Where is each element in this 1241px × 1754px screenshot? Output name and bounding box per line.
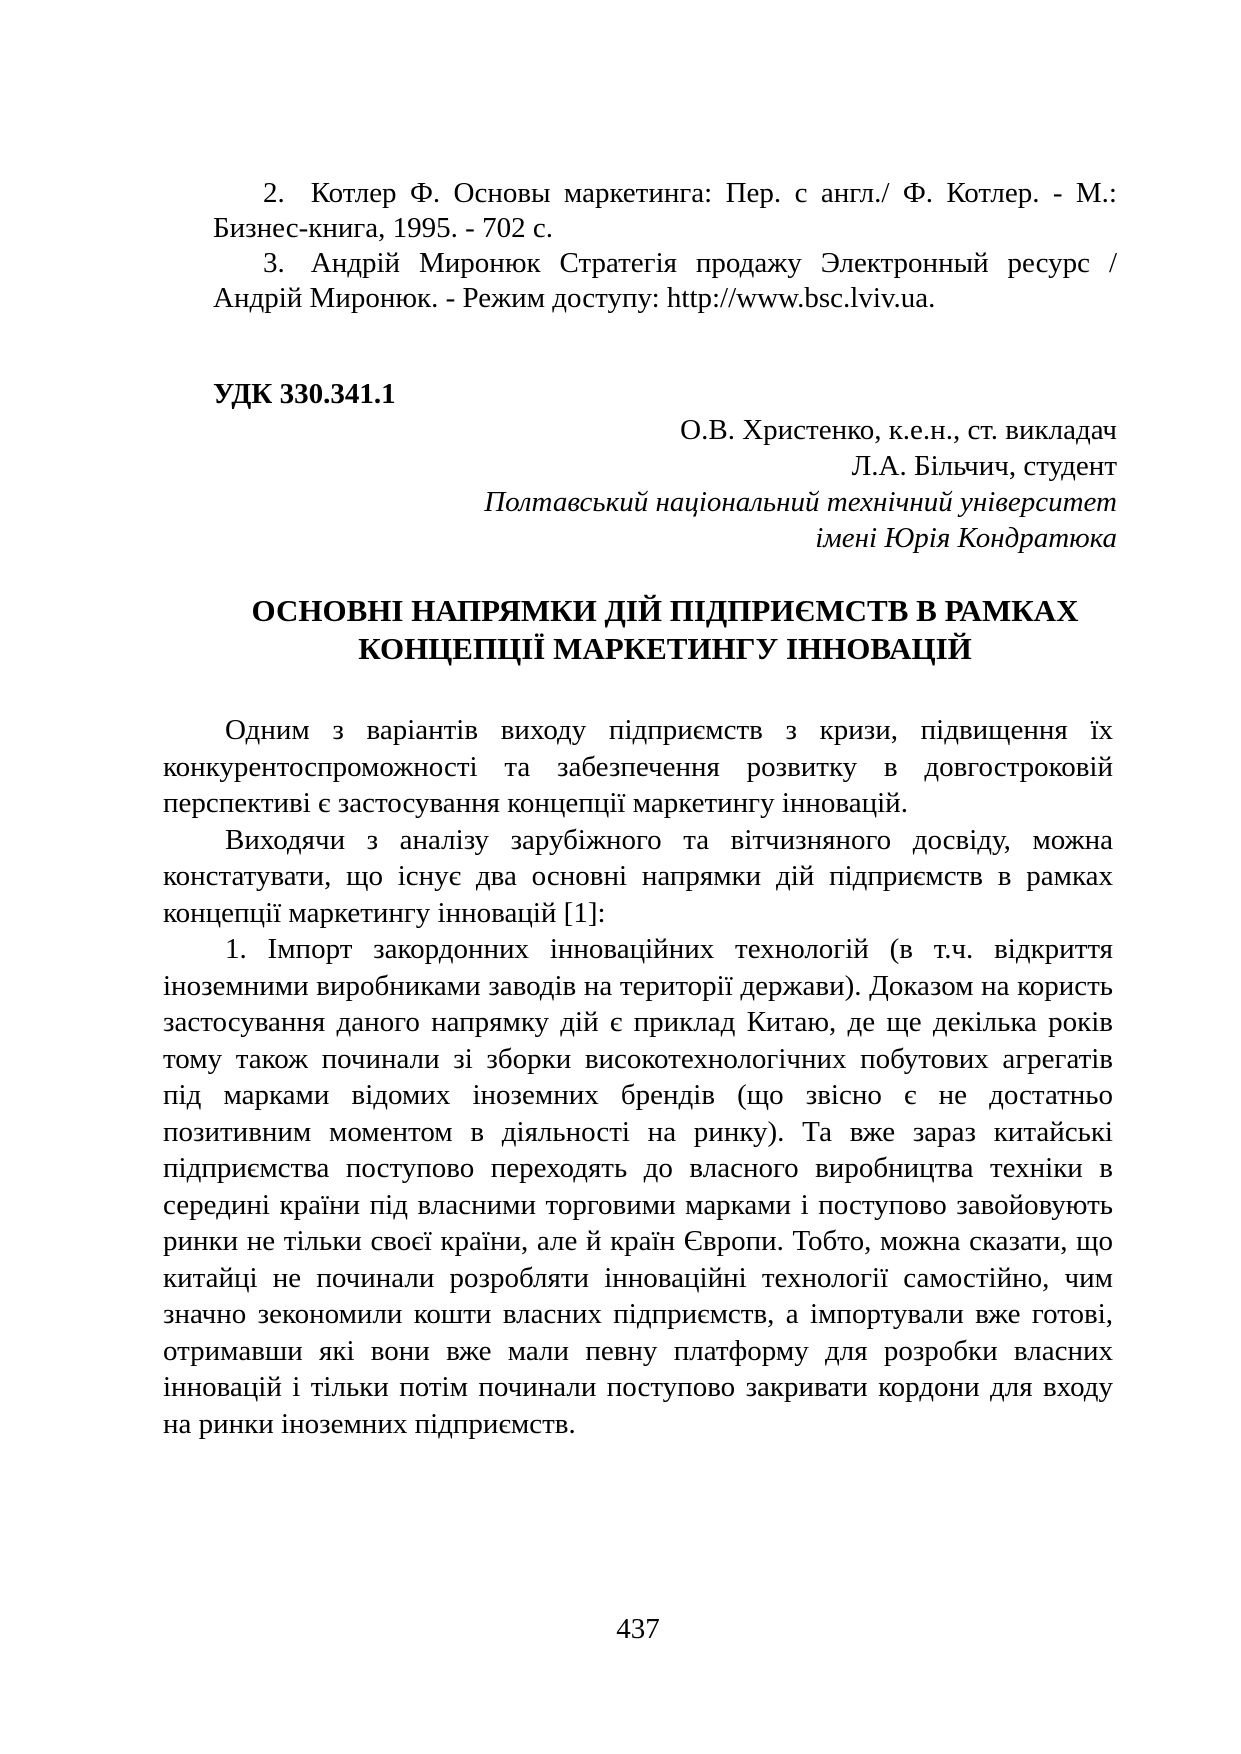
- body-paragraph: Виходячи з аналізу зарубіжного та вітчизняного досвіду, можна констатувати, що існує два основні напрямки дій підприємств в рамках концепції маркетингу інновацій [1]:: [163, 823, 1113, 929]
- reference-text: Котлер Ф. Основы маркетинга: Пер. с англ./ Ф. Котлер. - М.: Бизнес-книга, 1995. - 702 с.: [213, 177, 1117, 244]
- page-number: 437: [616, 1613, 660, 1645]
- page-content: [163, 176, 1117, 1442]
- body-paragraph: 1. Імпорт закордонних інноваційних технологій (в т.ч. відкриття іноземними виробниками заводів на території держави). Доказом на користь застосування даного напрямку дій є приклад Китаю, де ще декілька років тому також починали зі зборки високотехнологічних побутових агрегатів під марками відомих іноземних брендів (що звісно є не достатньо позитивним моментом в діяльності на ринку). Та вже зараз китайські підприємства поступово переходять до власного виробництва техніки в середині країни під власними торговими марками і поступово завойовують ринки не тільки своєї країни, але й країн Європи. Тобто, можна сказати, що китайці не починали розробляти інноваційні технології самостійно, чим значно зекономили кошти власних підприємств, а імпортували вже готові, отримавши які вони вже мали певну платформу для розробки власних інновацій і тільки потім починали поступово закривати кордони для входу на ринки іноземних підприємств.: [163, 933, 1113, 1440]
- affiliation-line: Полтавський національний технічний університет: [484, 486, 1117, 518]
- affiliation-block: [213, 484, 1117, 556]
- authors-block: [213, 412, 1117, 484]
- affiliation-line: імені Юрія Кондратюка: [815, 522, 1117, 554]
- udc-label: УДК 330.341.1: [213, 378, 396, 410]
- author-line: О.В. Христенко, к.е.н., ст. викладач: [680, 414, 1117, 446]
- article-title: ОСНОВНІ НАПРЯМКИ ДІЙ ПІДПРИЄМСТВ В РАМКАХ КОНЦЕПЦІЇ МАРКЕТИНГУ ІННОВАЦІЙ: [251, 593, 1079, 666]
- reference-text: Андрій Миронюк Стратегія продажу Электронный ресурс / Андрій Миронюк. - Режим доступу: http://www.bsc.lviv.ua.: [213, 247, 1117, 314]
- reference-number: 3.: [263, 247, 285, 279]
- article-body: [163, 712, 1113, 1442]
- reference-item: [213, 176, 1117, 246]
- references-section: [213, 176, 1117, 316]
- author-line: Л.А. Більчич, студент: [851, 450, 1117, 482]
- body-paragraph: Одним з варіантів виходу підприємств з кризи, підвищення їх конкурентоспроможності та забезпечення розвитку в довгостроковій перспективі є застосування концепції маркетингу інновацій.: [163, 714, 1113, 819]
- reference-number: 2.: [263, 177, 285, 209]
- reference-item: [213, 246, 1117, 316]
